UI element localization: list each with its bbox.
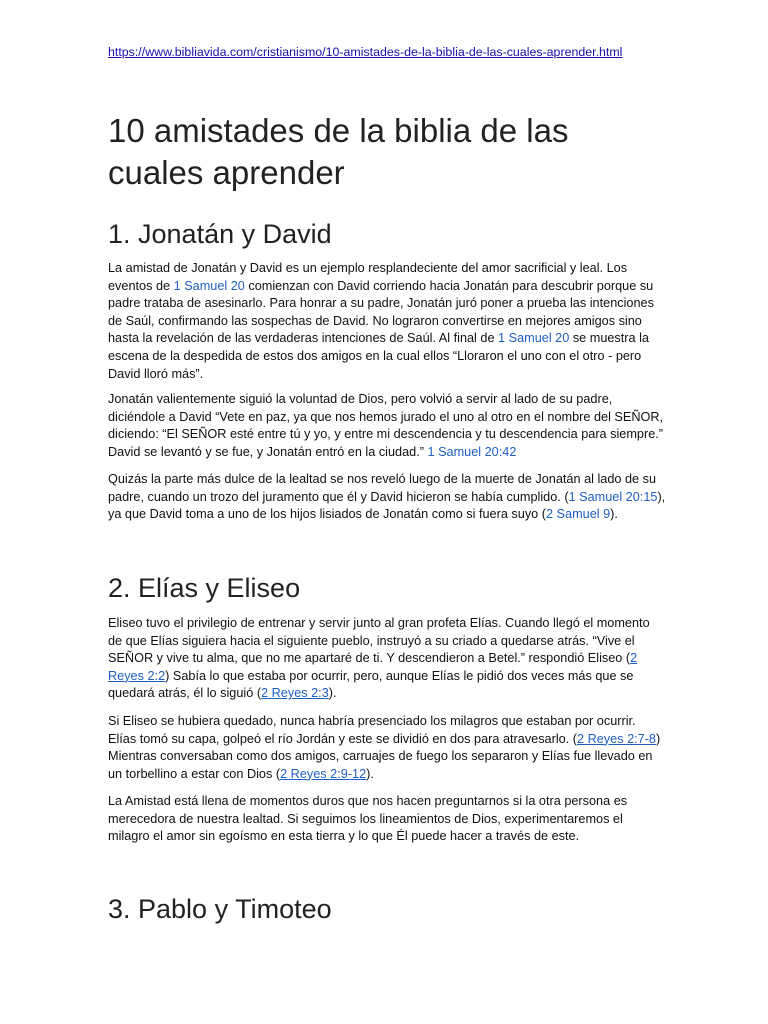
bible-ref-link[interactable]: 1 Samuel 20 bbox=[498, 331, 570, 346]
page-title: 10 amistades de la biblia de las cuales aprender bbox=[108, 112, 569, 191]
section-heading-3: 3. Pablo y Timoteo bbox=[108, 894, 332, 924]
section-heading-2: 2. Elías y Eliseo bbox=[108, 573, 301, 603]
bible-ref-link[interactable]: 2 Reyes 2:9-12 bbox=[280, 766, 367, 781]
bible-ref-link[interactable]: 1 Samuel 20:15 bbox=[568, 489, 658, 504]
paragraph-2-3: La Amistad está llena de momentos duros que nos hacen preguntarnos si la otra persona es merecedora de nuestra lealtad. Si seguimos los lineamientos de Dios, experimentaremos el milagro el amor sin egoísmo en esta tierra y lo que Él puede hacer a través de este. bbox=[108, 794, 628, 844]
paragraph-2-2: Si Eliseo se hubiera quedado, nunca habría presenciado los milagros que estaban por ocurrir. Elías tomó su capa, golpeó el río Jordán y este se dividió en dos para atravesarlo. (2 Reyes 2:7-8) Mientras conversaban como dos amigos, carruajes de fuego los separaron y Elías fue llevado en un torbellino a estar con Dios (2 Reyes 2:9-12). bbox=[108, 714, 661, 781]
paragraph-2-1: Eliseo tuvo el privilegio de entrenar y servir junto al gran profeta Elías. Cuando llegó el momento de que Elías siguiera hacia el siguiente pueblo, instruyó a su criado a quedarse atrás. “Vive el SEÑOR y vive tu alma, que no me apartaré de ti. Y descendieron a Betel.” respondió Eliseo (2 Reyes 2:2) Sabía lo que estaba por ocurrir, pero, aunque Elías le pidió dos veces más que se quedará atrás, él lo siguió (2 Reyes 2:3). bbox=[108, 616, 650, 701]
source-url-text[interactable]: https://www.bibliavida.com/cristianismo/10-amistades-de-la-biblia-de-las-cuales-aprender.html bbox=[108, 45, 623, 59]
bible-ref-link[interactable]: 1 Samuel 20:42 bbox=[427, 444, 517, 459]
paragraph-1-1: La amistad de Jonatán y David es un ejemplo resplandeciente del amor sacrificial y leal. Los eventos de 1 Samuel 20 comienzan con David corriendo hacia Jonatán para descubrir porque su padre trataba de asesinarlo. Para honrar a su padre, Jonatán juró poner a prueba las intenciones de Saúl, confirmando las sospechas de David. No lograron convertirse en mejores amigos sino hasta la revelación de las verdaderas intenciones de Saúl. Al final de 1 Samuel 20 se muestra la escena de la despedida de estos dos amigos en la cual ellos “Lloraron el uno con el otro - pero David lloró más”. bbox=[108, 261, 654, 381]
source-url-link[interactable] bbox=[108, 45, 622, 59]
bible-ref-link[interactable]: 1 Samuel 20 bbox=[173, 278, 245, 293]
bible-ref-link[interactable]: 2 Reyes 2:3 bbox=[261, 686, 329, 701]
bible-ref-link[interactable]: 2 Reyes 2:2 bbox=[108, 651, 638, 683]
paragraph-1-2: Jonatán valientemente siguió la voluntad de Dios, pero volvió a servir al lado de su padre, diciéndole a David “Vete en paz, ya que nos hemos jurado el uno al otro en el nombre del SEÑOR, diciendo: “El SEÑOR esté entre tú y yo, y entre mi descendencia y tu descendencia para siempre.” David se levantó y se fue, y Jonatán entró en la ciudad.” 1 Samuel 20:42 bbox=[108, 392, 664, 459]
bible-ref-link[interactable]: 2 Reyes 2:7-8 bbox=[577, 731, 656, 746]
paragraph-1-3: Quizás la parte más dulce de la lealtad se nos reveló luego de la muerte de Jonatán al lado de su padre, cuando un trozo del juramento que él y David hicieron se había cumplido. (1 Samuel 20:15), ya que David toma a uno de los hijos lisiados de Jonatán como si fuera suyo (2 Samuel 9). bbox=[108, 472, 666, 522]
bible-ref-link[interactable]: 2 Samuel 9 bbox=[545, 507, 611, 522]
section-heading-1: 1. Jonatán y David bbox=[108, 219, 332, 249]
